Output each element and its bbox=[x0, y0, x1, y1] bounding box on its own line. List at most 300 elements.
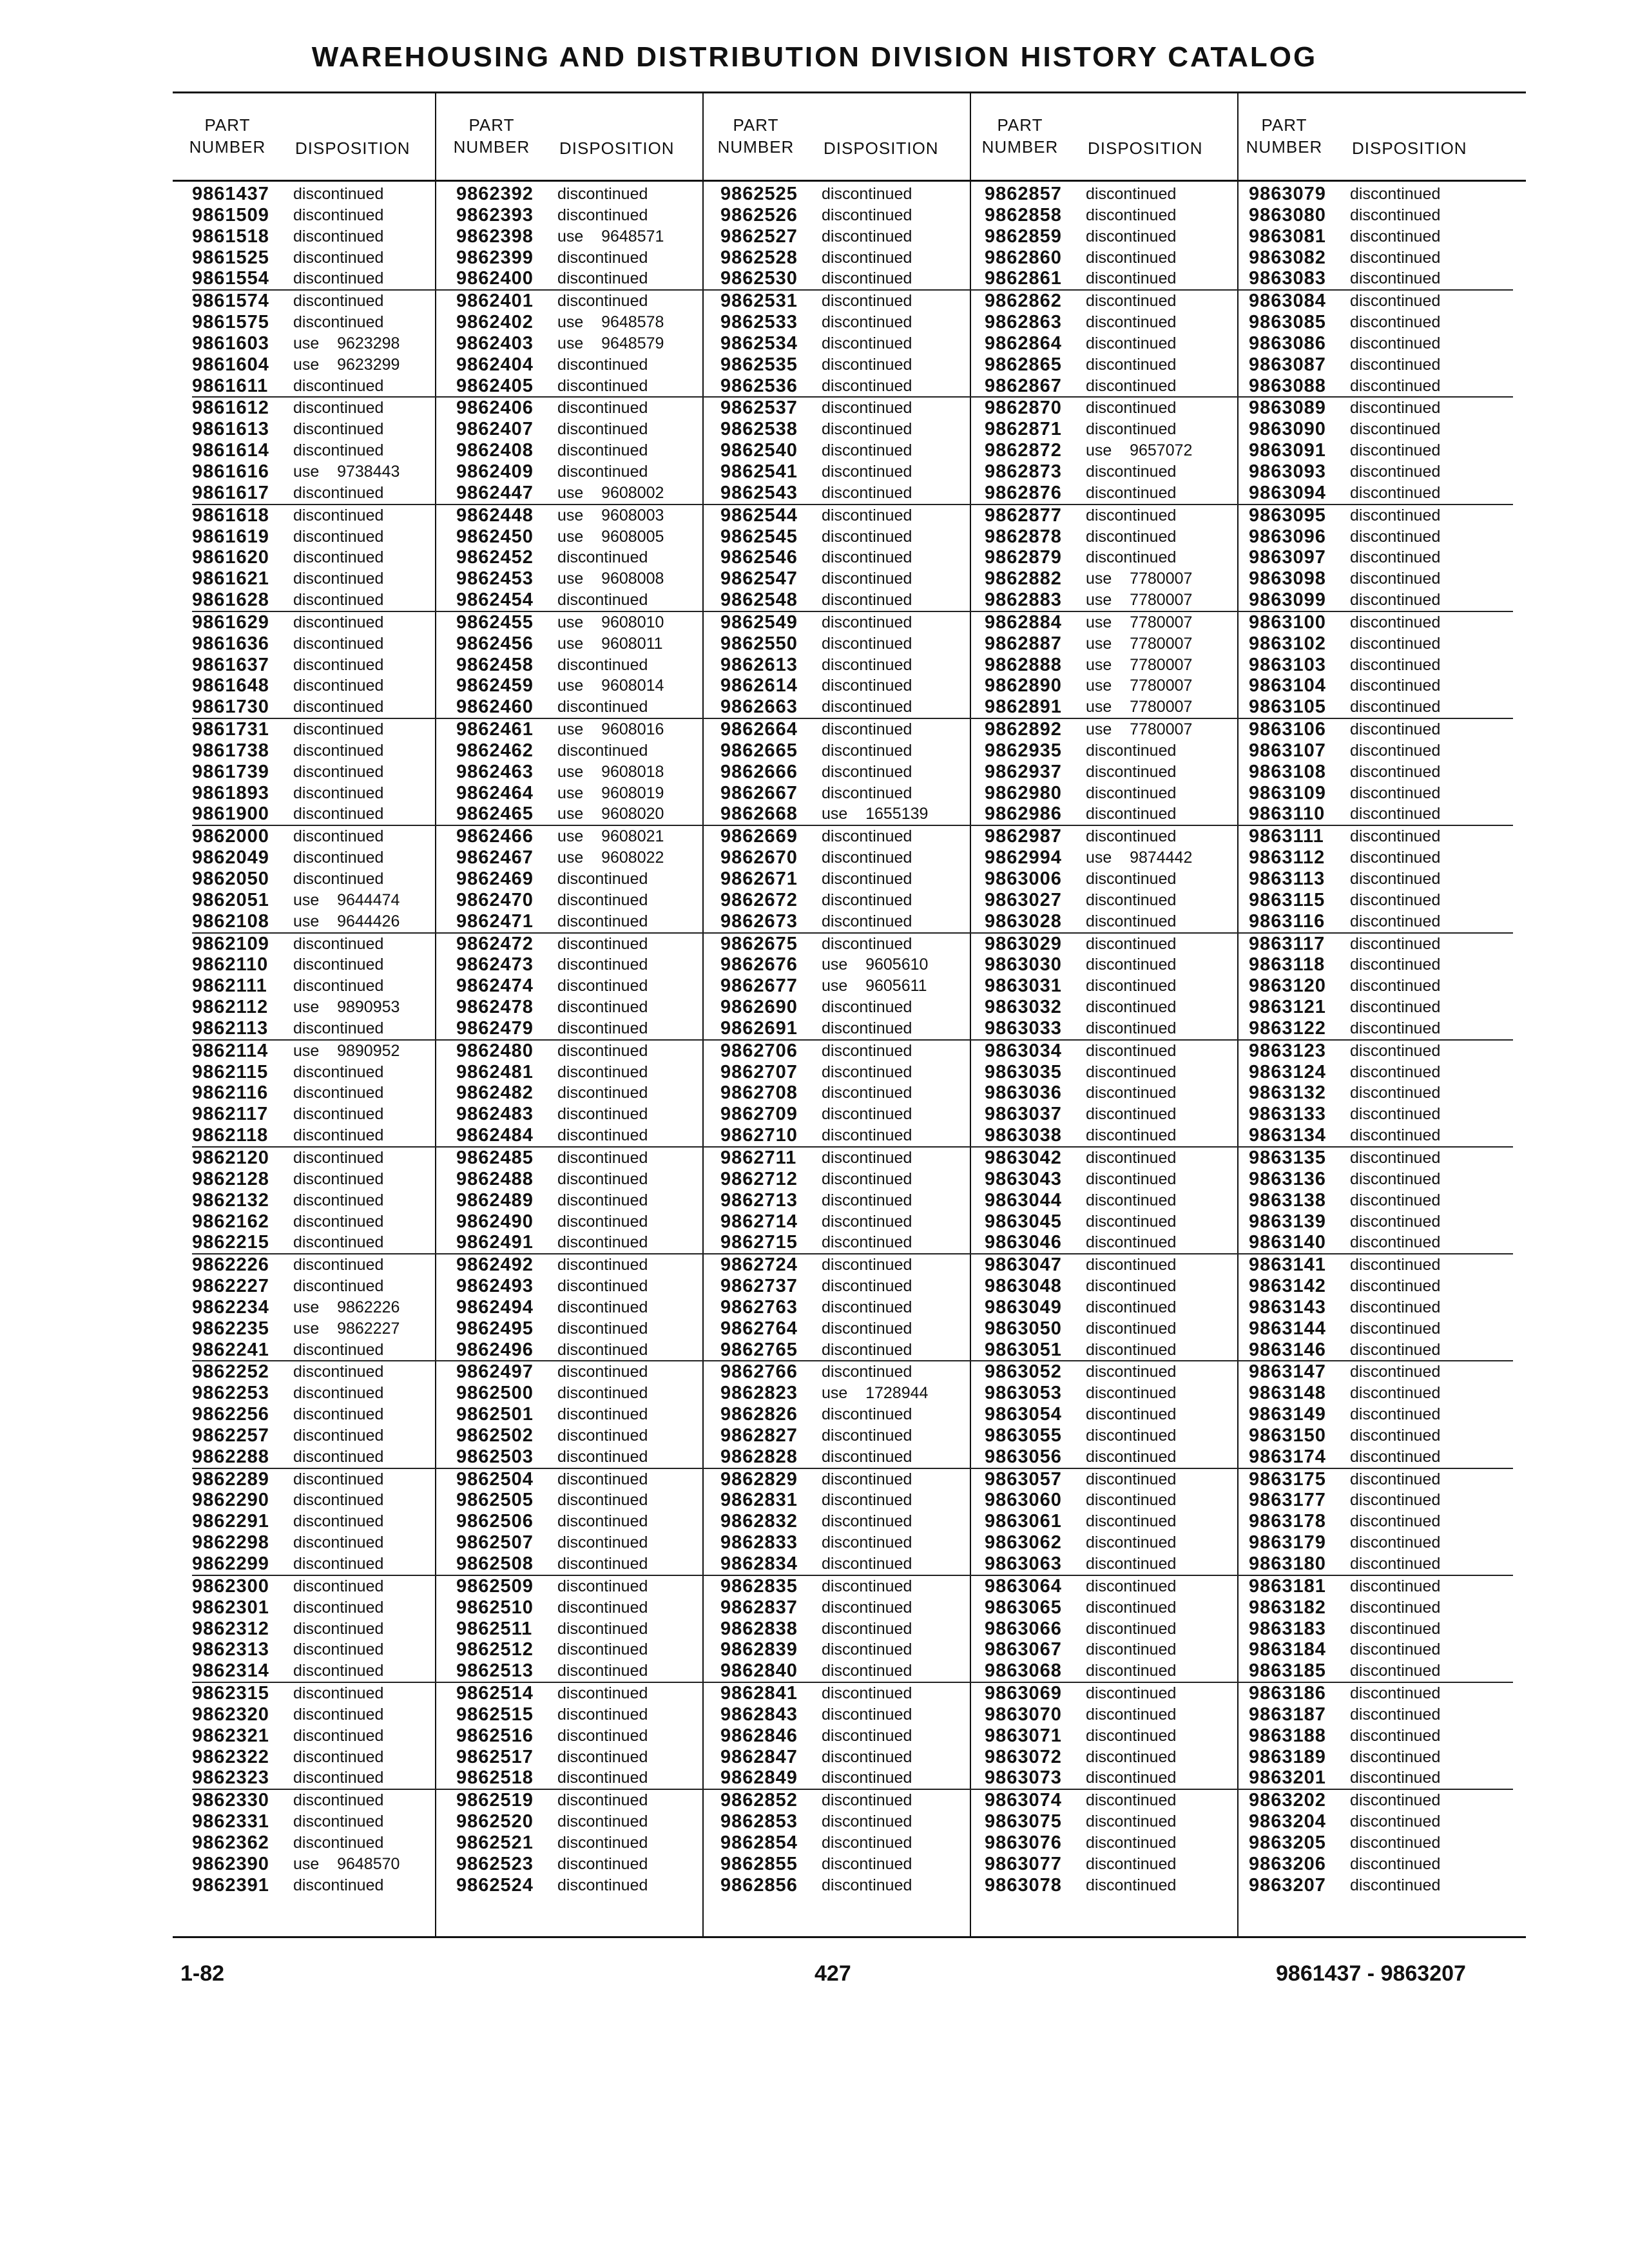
disposition: discontinued bbox=[1350, 591, 1441, 610]
part-number: 9863067 bbox=[985, 1639, 1062, 1660]
disposition: discontinued bbox=[293, 1105, 384, 1124]
part-number: 9863072 bbox=[985, 1746, 1062, 1767]
disposition: discontinued bbox=[557, 420, 648, 439]
disposition: discontinued bbox=[293, 1256, 384, 1274]
table-row bbox=[456, 1469, 720, 1490]
table-row bbox=[720, 1169, 985, 1190]
table-row bbox=[720, 526, 985, 548]
disposition: discontinued bbox=[1086, 227, 1177, 245]
disposition: discontinued bbox=[1086, 1662, 1177, 1680]
part-number: 9863037 bbox=[985, 1104, 1062, 1125]
disposition: discontinued bbox=[1086, 1533, 1177, 1552]
table-row bbox=[192, 1318, 456, 1340]
disposition: discontinued bbox=[822, 1233, 912, 1252]
part-number: 9863111 bbox=[1249, 826, 1324, 847]
disposition: discontinued bbox=[1350, 292, 1441, 311]
table-row bbox=[192, 247, 456, 269]
part-number: 9862407 bbox=[456, 419, 534, 440]
table-row bbox=[1249, 719, 1513, 740]
part-number: 9863135 bbox=[1249, 1147, 1326, 1168]
part-number: 9861730 bbox=[192, 697, 269, 718]
disposition: discontinued bbox=[822, 1726, 912, 1745]
part-number: 9863085 bbox=[1249, 312, 1326, 333]
part-number: 9863183 bbox=[1249, 1618, 1326, 1639]
disposition: discontinued bbox=[293, 420, 384, 439]
disposition: discontinued bbox=[557, 1105, 648, 1124]
table-row bbox=[192, 547, 456, 568]
part-number: 9862467 bbox=[456, 847, 534, 869]
table-row bbox=[456, 1854, 720, 1875]
disposition: discontinued bbox=[1350, 227, 1441, 245]
part-number: 9862505 bbox=[456, 1490, 534, 1511]
table-row bbox=[192, 1597, 456, 1619]
disposition: discontinued bbox=[557, 1298, 648, 1316]
part-number: 9862533 bbox=[720, 312, 798, 333]
table-row bbox=[456, 655, 720, 676]
table-row bbox=[985, 1619, 1249, 1640]
part-number: 9861614 bbox=[192, 440, 269, 461]
disposition: discontinued bbox=[1086, 1447, 1177, 1466]
part-number: 9863103 bbox=[1249, 654, 1326, 675]
part-number: 9862470 bbox=[456, 889, 534, 910]
disposition: discontinued bbox=[293, 1233, 384, 1252]
disposition: discontinued bbox=[822, 1340, 912, 1359]
part-number: 9863071 bbox=[985, 1725, 1062, 1746]
table-row bbox=[1249, 1383, 1513, 1404]
part-number: 9862871 bbox=[985, 419, 1062, 440]
part-number: 9862111 bbox=[192, 975, 267, 997]
part-number: 9862877 bbox=[985, 505, 1062, 526]
table-row bbox=[456, 869, 720, 890]
table-row bbox=[720, 1639, 985, 1660]
disposition: discontinued bbox=[557, 1340, 648, 1359]
part-number: 9862321 bbox=[192, 1725, 269, 1746]
table-row bbox=[192, 1767, 456, 1790]
part-number: 9862461 bbox=[456, 719, 534, 740]
part-number: 9862253 bbox=[192, 1383, 269, 1404]
part-number: 9863118 bbox=[1249, 954, 1325, 975]
part-number: 9861637 bbox=[192, 654, 269, 675]
table-row bbox=[720, 312, 985, 333]
table-row bbox=[985, 633, 1249, 655]
table-row bbox=[192, 1576, 456, 1597]
part-number: 9862291 bbox=[192, 1511, 269, 1532]
table-row bbox=[985, 719, 1249, 740]
table-row bbox=[192, 1148, 456, 1169]
disposition: discontinued bbox=[293, 1533, 384, 1552]
disposition: discontinued bbox=[1350, 334, 1441, 352]
disposition: discontinued bbox=[557, 1062, 648, 1081]
table-row bbox=[456, 803, 720, 826]
disposition: discontinued bbox=[557, 1041, 648, 1060]
part-number: 9863147 bbox=[1249, 1361, 1326, 1383]
table-row bbox=[1249, 1854, 1513, 1875]
disposition: discontinued bbox=[822, 334, 912, 352]
part-number: 9862853 bbox=[720, 1811, 798, 1832]
table-row bbox=[985, 1361, 1249, 1383]
disposition: discontinued bbox=[1350, 1491, 1441, 1510]
disposition: discontinued bbox=[822, 849, 912, 867]
disposition: discontinued bbox=[293, 1598, 384, 1617]
disposition: discontinued bbox=[557, 1426, 648, 1445]
table-row bbox=[985, 697, 1249, 719]
part-number: 9862828 bbox=[720, 1446, 798, 1467]
part-number: 9863186 bbox=[1249, 1683, 1326, 1704]
table-row bbox=[192, 1340, 456, 1362]
disposition: discontinued bbox=[1086, 1470, 1177, 1488]
disposition: discontinued bbox=[822, 1169, 912, 1188]
part-number: 9863094 bbox=[1249, 482, 1326, 503]
table-row bbox=[985, 1018, 1249, 1041]
part-number: 9862937 bbox=[985, 761, 1062, 782]
disposition: discontinued bbox=[293, 741, 384, 760]
part-number: 9862482 bbox=[456, 1082, 534, 1104]
table-row bbox=[720, 1767, 985, 1790]
table-row bbox=[985, 1490, 1249, 1511]
disposition: discontinued bbox=[1086, 1640, 1177, 1659]
table-row bbox=[1249, 1425, 1513, 1446]
table-row bbox=[192, 526, 456, 548]
table-row bbox=[720, 1082, 985, 1104]
disposition: discontinued bbox=[822, 934, 912, 953]
disposition: use 7780007 bbox=[1086, 570, 1193, 588]
part-number: 9863053 bbox=[985, 1383, 1062, 1404]
disposition: discontinued bbox=[1350, 355, 1441, 374]
disposition: use 7780007 bbox=[1086, 698, 1193, 716]
disposition: discontinued bbox=[822, 441, 912, 460]
part-number: 9862479 bbox=[456, 1017, 534, 1039]
part-number: 9862496 bbox=[456, 1339, 534, 1360]
table-row bbox=[456, 1619, 720, 1640]
part-number: 9863045 bbox=[985, 1211, 1062, 1232]
table-row bbox=[720, 1018, 985, 1041]
table-row bbox=[192, 1683, 456, 1704]
disposition: discontinued bbox=[822, 1298, 912, 1316]
disposition: use 9648578 bbox=[557, 313, 664, 332]
disposition: use 7780007 bbox=[1086, 677, 1193, 695]
table-row bbox=[1249, 1018, 1513, 1041]
part-number: 9862398 bbox=[456, 226, 534, 247]
disposition: discontinued bbox=[822, 462, 912, 481]
disposition: discontinued bbox=[1350, 1555, 1441, 1573]
part-number: 9861554 bbox=[192, 268, 269, 289]
disposition: discontinued bbox=[1350, 870, 1441, 888]
disposition: discontinued bbox=[1086, 1747, 1177, 1766]
disposition: discontinued bbox=[822, 548, 912, 567]
table-row bbox=[192, 226, 456, 247]
table-row bbox=[192, 1383, 456, 1404]
part-number: 9863107 bbox=[1249, 740, 1326, 761]
disposition: discontinued bbox=[293, 655, 384, 674]
part-number: 9862453 bbox=[456, 568, 534, 590]
table-row bbox=[720, 911, 985, 934]
part-number: 9862473 bbox=[456, 954, 534, 975]
disposition: discontinued bbox=[1350, 206, 1441, 224]
disposition: discontinued bbox=[822, 206, 912, 224]
column-header bbox=[1242, 114, 1507, 159]
disposition: discontinued bbox=[557, 1812, 648, 1831]
table-row bbox=[456, 826, 720, 847]
disposition: discontinued bbox=[1086, 462, 1177, 481]
disposition: discontinued bbox=[1086, 1169, 1177, 1188]
table-row bbox=[1249, 1469, 1513, 1490]
disposition: discontinued bbox=[293, 1470, 384, 1488]
disposition: discontinued bbox=[1350, 1577, 1441, 1595]
part-number: 9863112 bbox=[1249, 847, 1325, 869]
part-number: 9862507 bbox=[456, 1532, 534, 1553]
part-number: 9863032 bbox=[985, 997, 1062, 1018]
table-row bbox=[1249, 954, 1513, 975]
table-row bbox=[456, 291, 720, 312]
part-number: 9863006 bbox=[985, 869, 1062, 889]
part-number: 9862882 bbox=[985, 568, 1062, 590]
table-row bbox=[192, 934, 456, 955]
part-number: 9862855 bbox=[720, 1853, 798, 1874]
table-row bbox=[456, 354, 720, 376]
part-number: 9862515 bbox=[456, 1704, 534, 1725]
table-row bbox=[1249, 803, 1513, 826]
part-number: 9863140 bbox=[1249, 1232, 1326, 1253]
part-number: 9863097 bbox=[1249, 547, 1326, 568]
table-row bbox=[1249, 1490, 1513, 1511]
table-row bbox=[192, 1490, 456, 1511]
part-number: 9862503 bbox=[456, 1446, 534, 1467]
table-row bbox=[985, 1597, 1249, 1619]
part-number: 9862409 bbox=[456, 461, 534, 482]
table-row bbox=[192, 1125, 456, 1148]
disposition: use 9608019 bbox=[557, 783, 664, 802]
part-number: 9862517 bbox=[456, 1746, 534, 1767]
table-row bbox=[720, 1704, 985, 1725]
table-row bbox=[192, 1532, 456, 1553]
table-row bbox=[1249, 1340, 1513, 1362]
table-row bbox=[985, 419, 1249, 440]
part-number: 9862843 bbox=[720, 1704, 798, 1725]
part-number-header bbox=[1242, 114, 1326, 158]
disposition: discontinued bbox=[557, 741, 648, 760]
table-row bbox=[192, 1169, 456, 1190]
table-row bbox=[985, 1704, 1249, 1725]
table-row bbox=[456, 1104, 720, 1125]
table-row bbox=[1249, 826, 1513, 847]
disposition: discontinued bbox=[557, 441, 648, 460]
part-number: 9862537 bbox=[720, 398, 798, 419]
part-number: 9863141 bbox=[1249, 1254, 1326, 1276]
disposition: discontinued bbox=[822, 783, 912, 802]
table-row bbox=[720, 590, 985, 612]
table-row bbox=[720, 1148, 985, 1169]
disposition: discontinued bbox=[293, 1126, 384, 1145]
disposition: discontinued bbox=[1350, 1876, 1441, 1894]
disposition: discontinued bbox=[557, 934, 648, 953]
disposition: discontinued bbox=[293, 1363, 384, 1381]
disposition: discontinued bbox=[557, 1705, 648, 1724]
disposition: discontinued bbox=[557, 1791, 648, 1810]
part-number: 9863052 bbox=[985, 1361, 1062, 1383]
disposition: discontinued bbox=[1350, 1148, 1441, 1167]
part-number: 9862858 bbox=[985, 204, 1062, 226]
table-row bbox=[456, 719, 720, 740]
table-row bbox=[985, 312, 1249, 333]
part-number: 9862548 bbox=[720, 590, 798, 611]
part-number: 9863060 bbox=[985, 1490, 1062, 1511]
part-number: 9862879 bbox=[985, 547, 1062, 568]
table-row bbox=[720, 1660, 985, 1683]
disposition: discontinued bbox=[1086, 912, 1177, 930]
part-number: 9862670 bbox=[720, 847, 798, 869]
table-row bbox=[192, 1104, 456, 1125]
disposition: discontinued bbox=[822, 698, 912, 716]
disposition: discontinued bbox=[1350, 1384, 1441, 1403]
table-row bbox=[1249, 633, 1513, 655]
part-number: 9862331 bbox=[192, 1811, 269, 1832]
disposition: discontinued bbox=[1350, 720, 1441, 739]
disposition: discontinued bbox=[1086, 506, 1177, 524]
table-row bbox=[456, 612, 720, 633]
table-row bbox=[985, 1767, 1249, 1790]
table-row bbox=[1249, 1276, 1513, 1297]
table-row bbox=[456, 675, 720, 697]
disposition: use 9648571 bbox=[557, 227, 664, 245]
table-row bbox=[1249, 247, 1513, 269]
part-number: 9862120 bbox=[192, 1147, 269, 1168]
table-row bbox=[192, 890, 456, 911]
part-number: 9862402 bbox=[456, 312, 534, 333]
disposition: discontinued bbox=[1350, 1340, 1441, 1359]
part-number: 9862403 bbox=[456, 332, 534, 354]
part-number: 9862000 bbox=[192, 826, 269, 847]
disposition: discontinued bbox=[557, 698, 648, 716]
part-number: 9863049 bbox=[985, 1296, 1062, 1318]
table-row bbox=[1249, 1553, 1513, 1576]
table-row bbox=[720, 1318, 985, 1340]
disposition: discontinued bbox=[1086, 355, 1177, 374]
part-number: 9862322 bbox=[192, 1746, 269, 1767]
part-number: 9862050 bbox=[192, 869, 269, 889]
disposition: discontinued bbox=[557, 1405, 648, 1424]
table-row bbox=[1249, 483, 1513, 505]
disposition: discontinued bbox=[1350, 1233, 1441, 1252]
part-number: 9862489 bbox=[456, 1189, 534, 1211]
disposition: discontinued bbox=[1086, 376, 1177, 395]
disposition: discontinued bbox=[293, 376, 384, 395]
table-row bbox=[985, 1511, 1249, 1532]
disposition: discontinued bbox=[293, 1426, 384, 1445]
table-row bbox=[456, 1125, 720, 1148]
table-row bbox=[456, 1190, 720, 1211]
disposition: discontinued bbox=[822, 655, 912, 674]
disposition: discontinued bbox=[822, 1105, 912, 1124]
table-row bbox=[720, 1511, 985, 1532]
disposition: discontinued bbox=[293, 269, 384, 288]
table-row bbox=[1249, 1041, 1513, 1062]
table-row bbox=[720, 740, 985, 762]
part-number: 9863054 bbox=[985, 1404, 1062, 1425]
table-row bbox=[1249, 1211, 1513, 1233]
disposition: discontinued bbox=[1350, 1662, 1441, 1680]
table-row bbox=[456, 997, 720, 1018]
disposition: discontinued bbox=[1086, 1619, 1177, 1638]
disposition: discontinued bbox=[293, 1447, 384, 1466]
disposition: discontinued bbox=[822, 1555, 912, 1573]
table-row bbox=[1249, 1190, 1513, 1211]
part-number: 9863123 bbox=[1249, 1040, 1326, 1061]
table-row bbox=[456, 1747, 720, 1768]
part-number: 9862846 bbox=[720, 1725, 798, 1746]
part-number: 9863082 bbox=[1249, 247, 1326, 268]
part-number: 9862215 bbox=[192, 1232, 269, 1253]
part-number: 9862117 bbox=[192, 1104, 269, 1125]
disposition: discontinued bbox=[1350, 1598, 1441, 1617]
disposition: discontinued bbox=[1350, 827, 1441, 846]
part-number: 9863106 bbox=[1249, 719, 1326, 740]
disposition: discontinued bbox=[1350, 1041, 1441, 1060]
part-number: 9861629 bbox=[192, 611, 269, 633]
disposition: discontinued bbox=[822, 1277, 912, 1296]
part-number: 9863207 bbox=[1249, 1874, 1326, 1896]
part-number: 9862887 bbox=[985, 633, 1062, 654]
disposition: discontinued bbox=[557, 1598, 648, 1617]
disposition: discontinued bbox=[822, 1148, 912, 1167]
top-rule bbox=[173, 91, 1526, 93]
part-number: 9862987 bbox=[985, 826, 1062, 847]
part-number: 9863132 bbox=[1249, 1082, 1326, 1104]
table-row bbox=[456, 1576, 720, 1597]
disposition: discontinued bbox=[822, 1812, 912, 1831]
disposition: discontinued bbox=[822, 998, 912, 1017]
disposition: discontinued bbox=[1350, 462, 1441, 481]
part-number: 9863048 bbox=[985, 1276, 1062, 1297]
part-number: 9862235 bbox=[192, 1318, 269, 1339]
disposition: discontinued bbox=[293, 441, 384, 460]
part-number: 9863080 bbox=[1249, 204, 1326, 226]
disposition: discontinued bbox=[1086, 977, 1177, 995]
part-number: 9862834 bbox=[720, 1553, 798, 1574]
disposition: discontinued bbox=[557, 1662, 648, 1680]
table-row bbox=[720, 1211, 985, 1233]
table-row bbox=[192, 1297, 456, 1318]
part-number: 9863034 bbox=[985, 1040, 1062, 1061]
disposition: discontinued bbox=[557, 591, 648, 610]
disposition: use 7780007 bbox=[1086, 655, 1193, 674]
part-number: 9862549 bbox=[720, 611, 798, 633]
part-number: 9861621 bbox=[192, 568, 269, 590]
part-number: 9863091 bbox=[1249, 440, 1326, 461]
table-row bbox=[985, 1832, 1249, 1854]
part-number: 9861603 bbox=[192, 332, 269, 354]
part-number: 9862669 bbox=[720, 826, 798, 847]
part-number: 9862873 bbox=[985, 461, 1062, 482]
disposition: discontinued bbox=[1350, 527, 1441, 546]
disposition: use 7780007 bbox=[1086, 634, 1193, 653]
table-row bbox=[1249, 526, 1513, 548]
table-row bbox=[456, 419, 720, 440]
table-row bbox=[192, 633, 456, 655]
disposition: use 7780007 bbox=[1086, 591, 1193, 610]
table-row bbox=[720, 1597, 985, 1619]
table-row bbox=[985, 762, 1249, 783]
table-row bbox=[985, 1639, 1249, 1660]
part-number: 9862290 bbox=[192, 1490, 269, 1511]
table-row bbox=[192, 1619, 456, 1640]
disposition: discontinued bbox=[822, 1363, 912, 1381]
table-row bbox=[1249, 1660, 1513, 1683]
column-header bbox=[978, 114, 1242, 159]
part-number: 9862447 bbox=[456, 482, 534, 503]
part-number: 9862494 bbox=[456, 1296, 534, 1318]
disposition: discontinued bbox=[822, 591, 912, 610]
table-row bbox=[456, 847, 720, 869]
